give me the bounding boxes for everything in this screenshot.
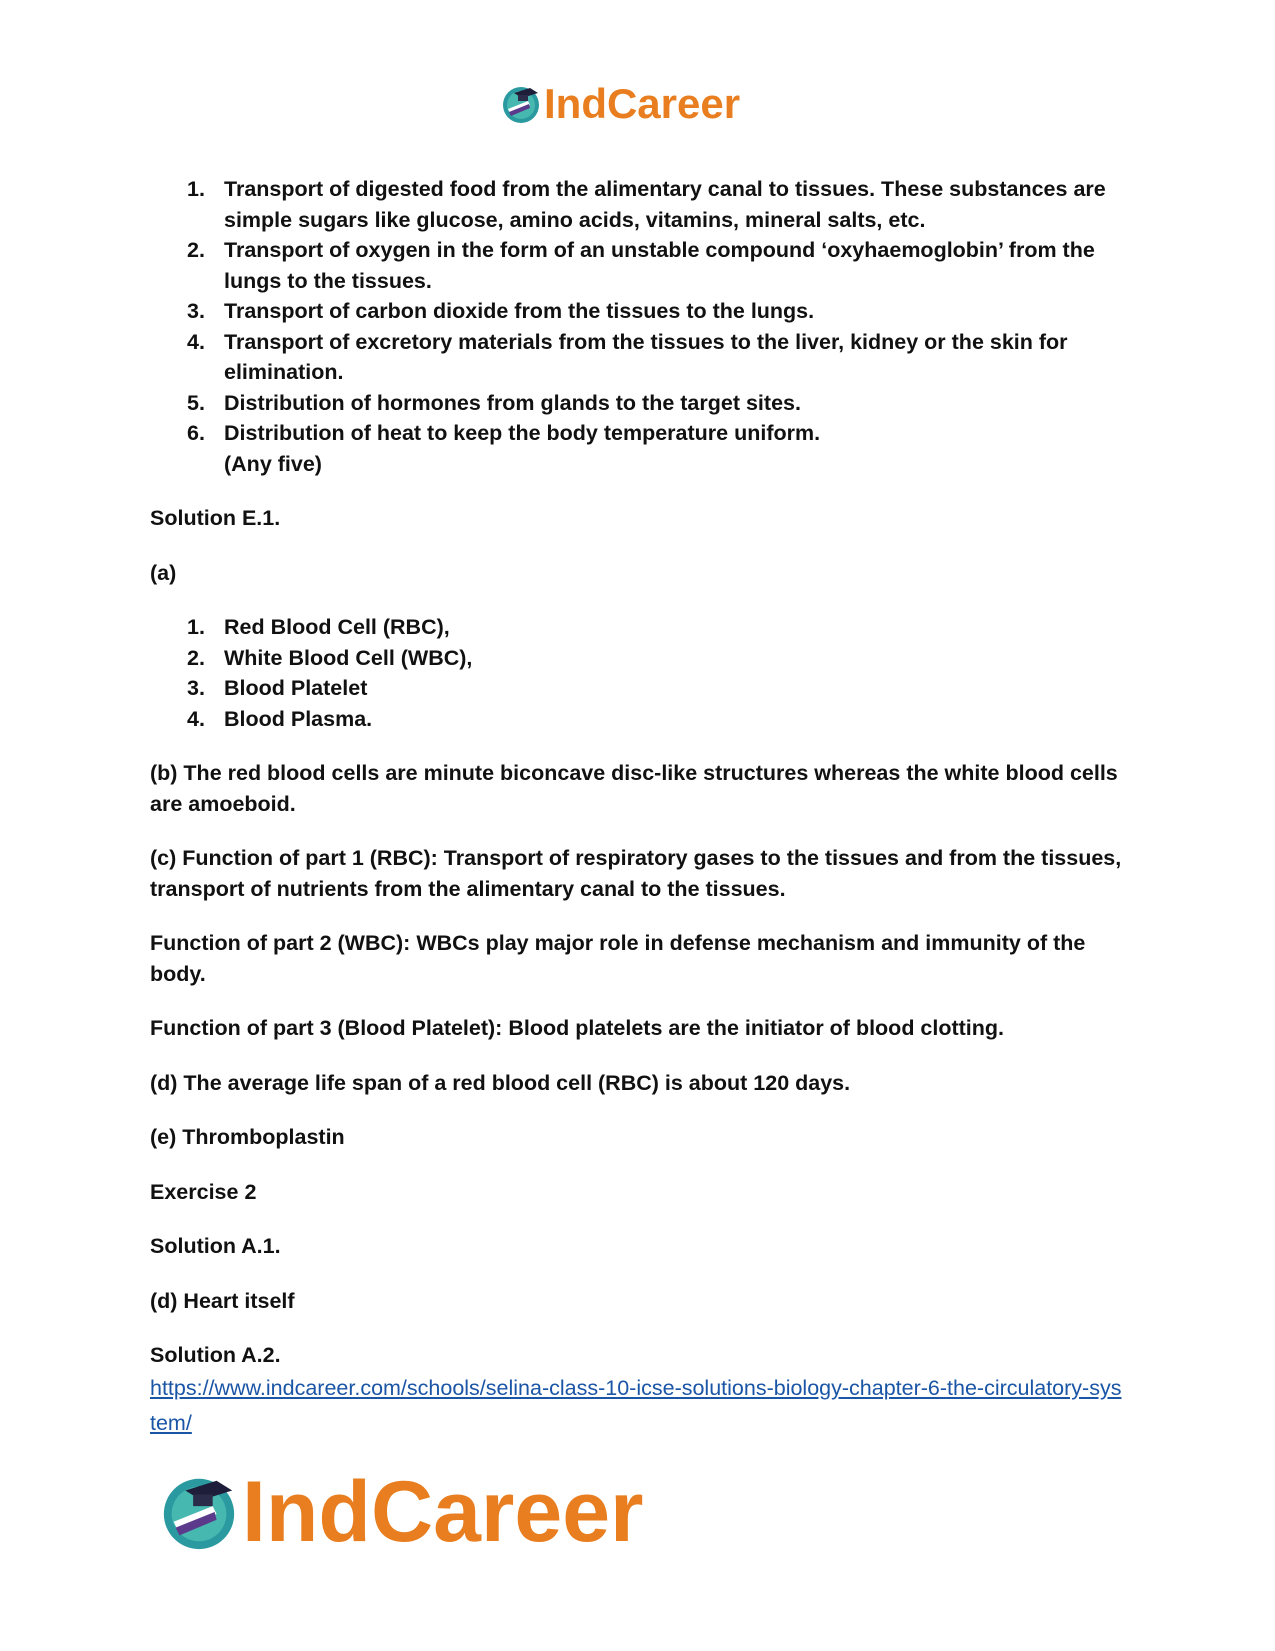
answer-paragraph: (d) Heart itself [150, 1288, 295, 1313]
graduation-cap-globe-icon [500, 83, 542, 125]
header-logo-text: IndCareer [544, 80, 741, 127]
list-item: 4. Blood Plasma. [187, 706, 373, 731]
answer-paragraph: (b) The red blood cells are minute biconcave disc-like structures whereas the white blood cells are amoeboid. [150, 761, 1118, 816]
answer-paragraph: (e) Thromboplastin [150, 1125, 345, 1149]
footer-logo-text: IndCareer [242, 1464, 644, 1560]
list-item: 2. Transport of oxygen in the form of an unstable compound ‘oxyhaemoglobin’ from the lungs to the tissues. [187, 238, 1095, 293]
list-item: 2. White Blood Cell (WBC), [187, 645, 473, 670]
solution-heading: Solution A.1. [150, 1234, 281, 1258]
answer-paragraph: (d) The average life span of a red blood cell (RBC) is about 120 days. [150, 1070, 851, 1095]
blood-functions-list [150, 174, 1130, 449]
list-item: 4. Transport of excretory materials from the tissues to the liver, kidney or the skin for elimination. [187, 329, 1068, 384]
solution-heading: Solution E.1. [150, 506, 281, 530]
answer-paragraph: Function of part 2 (WBC): WBCs play major role in defense mechanism and immunity of the body. [150, 931, 1086, 986]
document-body [150, 174, 1130, 1441]
list-note: (Any five) [224, 451, 322, 476]
blood-components-list [150, 612, 1130, 734]
exercise-heading: Exercise 2 [150, 1179, 257, 1204]
answer-paragraph: Function of part 3 (Blood Platelet): Blood platelets are the initiator of blood clotting. [150, 1016, 1005, 1040]
list-item: 5. Distribution of hormones from glands to the target sites. [187, 390, 801, 415]
list-item: 6. Distribution of heat to keep the body temperature uniform. [187, 421, 821, 445]
graduation-cap-globe-icon [158, 1471, 240, 1553]
answer-paragraph: (c) Function of part 1 (RBC): Transport of respiratory gases to the tissues and from the tissues, transport of nutrients from the alimentary canal to the tissues. [150, 846, 1122, 901]
list-item: 1. Red Blood Cell (RBC), [187, 615, 450, 639]
part-label: (a) [150, 560, 177, 585]
list-item: 1. Transport of digested food from the alimentary canal to tissues. These substances are simple sugars like glucose, amino acids, vitamins, mineral salts, etc. [187, 177, 1106, 232]
solution-heading: Solution A.2. [150, 1343, 281, 1367]
header-logo [500, 80, 780, 128]
footer-logo [158, 1462, 698, 1562]
list-item: 3. Transport of carbon dioxide from the tissues to the lungs. [187, 299, 815, 323]
list-item: 3. Blood Platelet [187, 676, 368, 700]
source-link[interactable]: https://www.indcareer.com/schools/selina-class-10-icse-solutions-biology-chapter-6-the-circulatory-system/ [150, 1375, 1122, 1435]
